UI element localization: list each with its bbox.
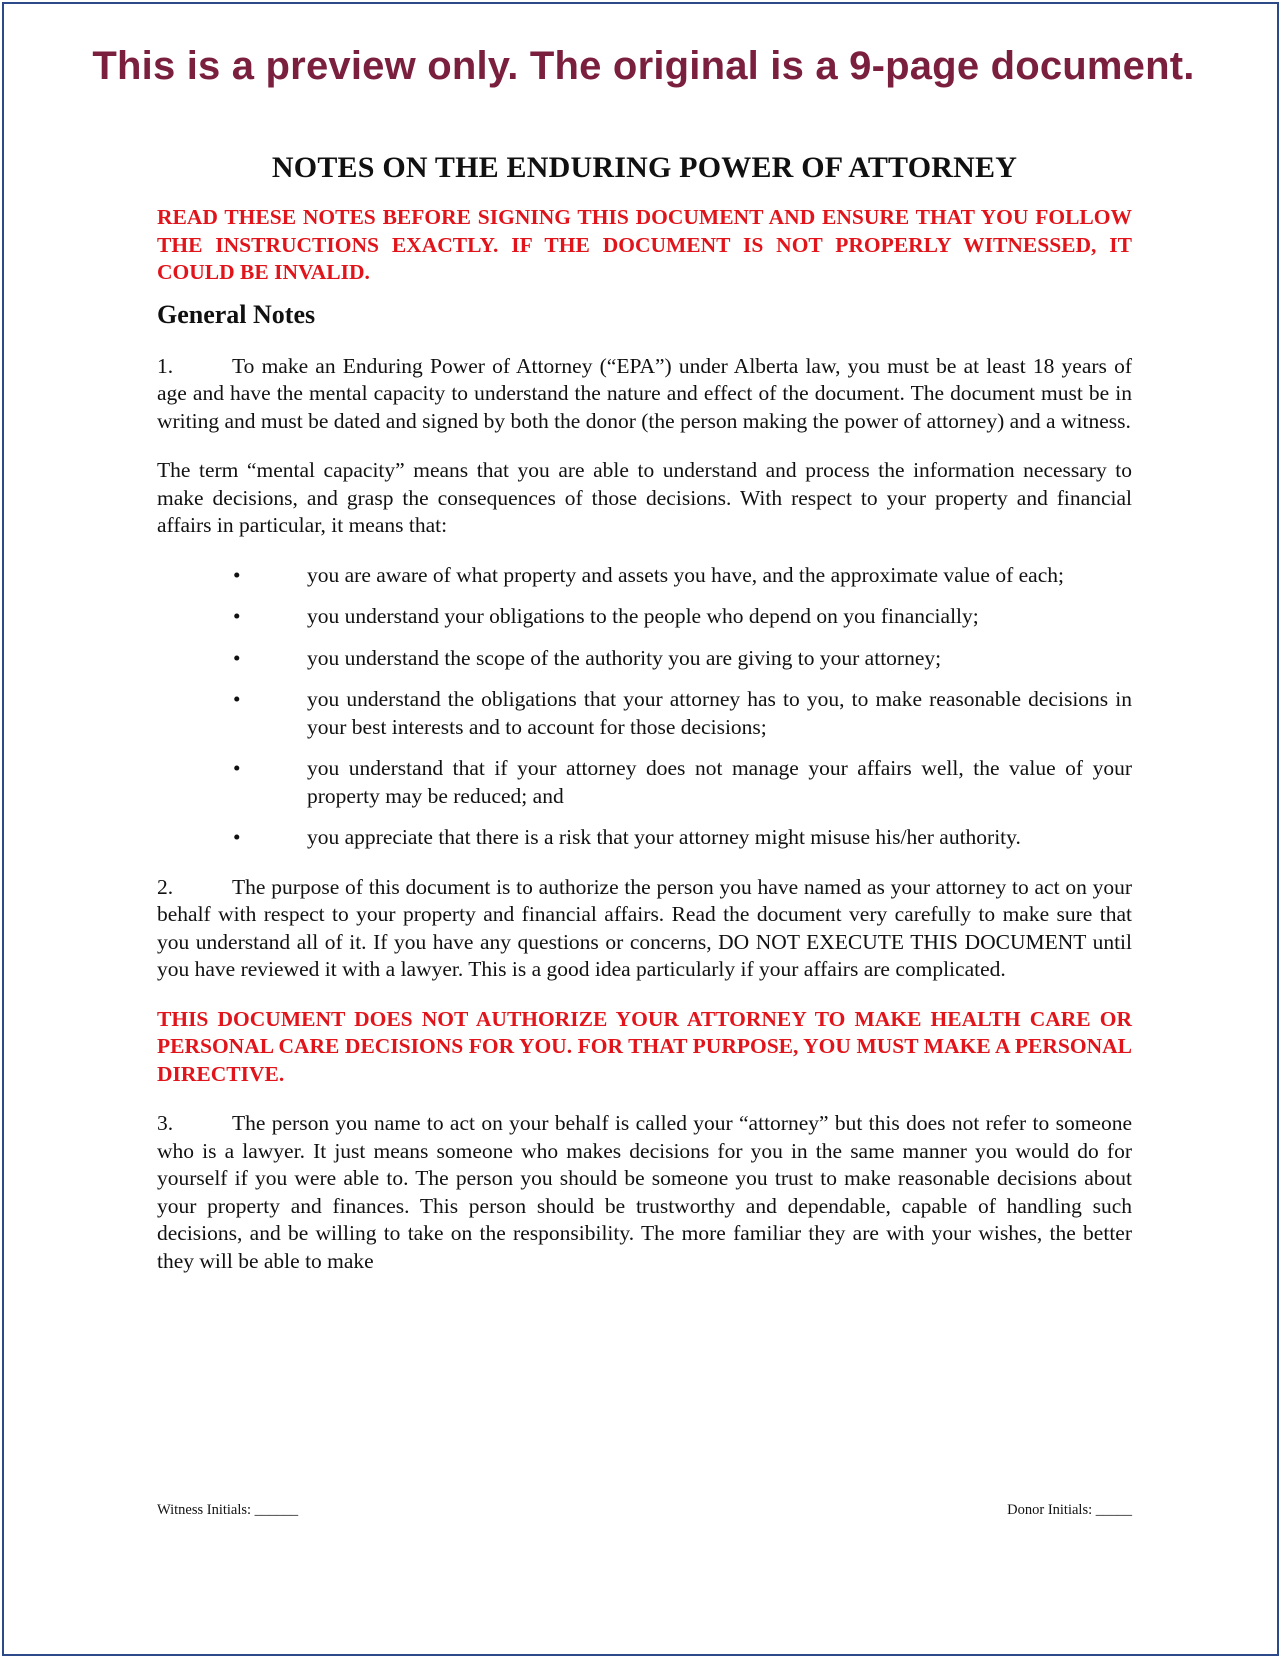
list-item: • you understand your obligations to the people who depend on you financially; <box>157 603 1132 631</box>
note-1 <box>157 353 1132 436</box>
list-item: • you understand the obligations that your attorney has to you, to make reasonable decisions in your best interests and to account for those decisions; <box>233 687 1132 739</box>
bullet-icon: • <box>233 562 241 587</box>
preview-banner: This is a preview only. The original is a 9-page document. <box>92 44 1195 88</box>
mental-capacity-paragraph: The term “mental capacity” means that you are able to understand and process the information necessary to make decisions, and grasp the consequences of those decisions. With respect to your property and financial affairs in particular, it means that: <box>157 458 1132 537</box>
page-footer <box>157 1502 1132 1519</box>
note-2-text: The purpose of this document is to authorize the person you have named as your attorney to act on your behalf with respect to your property and financial affairs. Read the document very carefully to make sure that you understand all of it. If you have any questions or concerns, DO NOT EXECUTE THIS DOCUMENT until you have reviewed it with a lawyer. This is a good idea particularly if your affairs are complicated. <box>157 874 1132 981</box>
note-2-number: 2. <box>157 874 174 899</box>
document-title: NOTES ON THE ENDURING POWER OF ATTORNEY <box>271 151 1018 184</box>
list-item: • you appreciate that there is a risk that your attorney might misuse his/her authority. <box>157 824 1132 852</box>
bullet-icon: • <box>233 825 241 849</box>
list-item: • you understand that if your attorney does not manage your affairs well, the value of your property may be reduced; and <box>233 756 1132 808</box>
note-1-number: 1. <box>157 353 174 378</box>
bullet-icon: • <box>233 756 241 780</box>
document-body <box>157 150 1132 1275</box>
bullet-icon: • <box>233 645 241 670</box>
health-care-warning: THIS DOCUMENT DOES NOT AUTHORIZE YOUR ATTORNEY TO MAKE HEALTH CARE OR PERSONAL CARE DECISIONS FOR YOU. FOR THAT PURPOSE, YOU MUST MAKE A PERSONAL DIRECTIVE. <box>157 1006 1132 1086</box>
bullet-icon: • <box>233 604 241 628</box>
note-3-number: 3. <box>157 1111 174 1135</box>
note-3 <box>157 1110 1132 1275</box>
section-heading: General Notes <box>157 299 316 329</box>
note-3-text: The person you name to act on your behalf is called your “attorney” but this does not refer to someone who is a lawyer. It just means someone who makes decisions for you in the same manner you would do for yourself if you were able to. The person you should be someone you trust to make reasonable decisions about your property and finances. This person should be trustworthy and dependable, capable of handling such decisions, and be willing to take on the responsibility. The more familiar they are with your wishes, the better they will be able to make <box>157 1111 1132 1273</box>
donor-initials: Donor Initials: _____ <box>1007 1502 1132 1518</box>
capacity-bullet-list <box>157 562 1132 852</box>
note-2 <box>157 874 1132 984</box>
signing-warning: READ THESE NOTES BEFORE SIGNING THIS DOCUMENT AND ENSURE THAT YOU FOLLOW THE INSTRUCTIONS EXACTLY. IF THE DOCUMENT IS NOT PROPERLY WITNESSED, IT COULD BE INVALID. <box>157 205 1132 284</box>
note-1-text: To make an Enduring Power of Attorney (“EPA”) under Alberta law, you must be at least 18 years of age and have the mental capacity to understand the nature and effect of the document. The document must be in writing and must be dated and signed by both the donor (the person making the power of attorney) and a witness. <box>157 353 1132 433</box>
list-item: • you understand the scope of the authority you are giving to your attorney; <box>157 645 1132 673</box>
bullet-icon: • <box>233 687 241 711</box>
witness-initials: Witness Initials: ______ <box>157 1502 299 1518</box>
list-item: • you are aware of what property and assets you have, and the approximate value of each; <box>157 562 1132 590</box>
